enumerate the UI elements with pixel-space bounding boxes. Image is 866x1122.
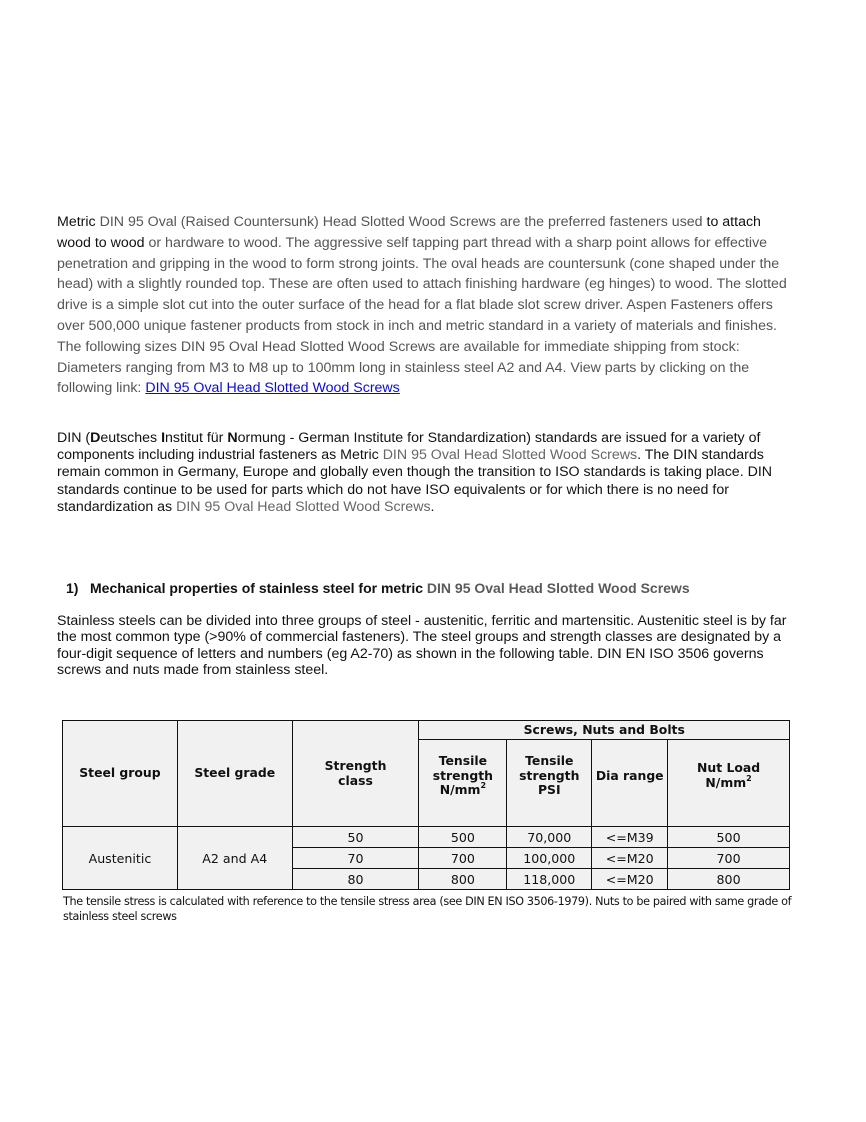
cell-tensile-psi: 118,000 — [507, 869, 592, 890]
din-text: . The DIN standards remain common in Germany, Europe and globally even though the transition to ISO standards is taking place. DIN standards continue to be used for parts which do not have ISO equivalents or for which there is no need for standardization as — [57, 447, 773, 515]
section-body: Stainless steels can be divided into three groups of steel - austenitic, ferritic and martensitic. Austenitic steel is by far the most common type (>90% of commercial fasteners). The steel groups and strength classes are designated by a four-digit sequence of letters and numbers (eg A2-70) as shown in the following table. DIN EN ISO 3506 governs screws and nuts made from stainless steel. — [57, 613, 787, 679]
intro-text: DIN 95 Oval Head Slotted Wood Screws — [180, 338, 436, 355]
intro-text: to attach wood to wood — [57, 214, 761, 251]
cell-dia-range: <=M20 — [592, 848, 668, 869]
intro-text: are available for immediate shipping from stock: Diameters ranging from M3 to M8 up to 100mm long in stainless steel A2 and A4. View parts by clicking on the following link: — [57, 338, 750, 397]
cell-nut-load: 800 — [668, 869, 790, 890]
cell-nut-load: 500 — [668, 827, 790, 848]
header-strength-class: Strength class — [292, 721, 419, 827]
cell-dia-range: <=M39 — [592, 827, 668, 848]
intro-text: or hardware to wood. The aggressive self tapping part thread with a sharp point allows for effective penetration and gripping in the wood to form strong joints. The oval heads are countersunk (cone shaped under the head) with a slightly rounded top. These are often used to attach finishing hardware (eg hinges) to wood. The slotted drive is a simple slot cut into the outer surface of the head for a flat blade slot screw driver. Aspen Fasteners offers over 500,000 unique fastener products from stock in inch and metric standard in a variety of materials and finishes. The following sizes — [57, 234, 787, 355]
product-link[interactable]: DIN 95 Oval Head Slotted Wood Screws — [145, 380, 400, 397]
cell-tensile-n: 800 — [419, 869, 507, 890]
cell-tensile-psi: 70,000 — [507, 827, 592, 848]
din-text: nstitut für — [165, 430, 228, 446]
header-nut-load: Nut Load $N/mm^2$ — [668, 740, 790, 827]
din-text: ormung - German Institute for Standardization) standards are issued for a variety of components including industrial fasteners as Metric — [57, 430, 761, 464]
cell-strength-class: 70 — [292, 848, 419, 869]
cell-tensile-n: 700 — [419, 848, 507, 869]
cell-tensile-psi: 100,000 — [507, 848, 592, 869]
din-text-bold: I — [161, 430, 166, 446]
cell-steel-grade: A2 and A4 — [177, 827, 292, 890]
cell-nut-load: 700 — [668, 848, 790, 869]
din-text: . — [430, 498, 435, 515]
din-text: DIN 95 Oval Head Slotted Wood Screws — [382, 447, 638, 464]
intro-text: Metric — [57, 214, 96, 230]
intro-text: DIN 95 Oval (Raised Countersunk) Head Slotted Wood Screws are the preferred fasteners used — [95, 214, 707, 230]
section-title: Mechanical properties of stainless steel for metric — [90, 580, 427, 596]
section-title-product: DIN 95 Oval Head Slotted Wood Screws — [426, 580, 690, 596]
cell-strength-class: 50 — [292, 827, 419, 848]
section-heading — [66, 580, 690, 596]
header-steel-grade: Steel grade — [177, 721, 292, 827]
table-row — [63, 827, 790, 848]
din-paragraph — [57, 430, 792, 516]
header-tensile-psi: Tensile strength PSI — [507, 740, 592, 827]
cell-steel-group: Austenitic — [63, 827, 178, 890]
header-tensile-n: Tensile strength $N/mm^2$ — [419, 740, 507, 827]
din-text: DIN ( — [57, 430, 91, 446]
cell-tensile-n: 500 — [419, 827, 507, 848]
table-footnote: The tensile stress is calculated with reference to the tensile stress area (see DIN EN ISO 3506-1979). Nuts to be paired with same grade of stainless steel screws — [63, 895, 792, 923]
din-text-bold: N — [227, 430, 238, 446]
cell-dia-range: <=M20 — [592, 869, 668, 890]
din-text: eutsches — [100, 430, 162, 446]
section-number: 1) — [66, 580, 79, 596]
cell-strength-class: 80 — [292, 869, 419, 890]
mechanical-properties-table — [62, 720, 790, 890]
header-steel-group: Steel group — [63, 721, 178, 827]
header-dia-range: Dia range — [592, 740, 668, 827]
header-group-screws-nuts-bolts: Screws, Nuts and Bolts — [419, 721, 790, 740]
din-text: DIN 95 Oval Head Slotted Wood Screws — [176, 498, 431, 515]
din-text-bold: D — [90, 430, 101, 446]
intro-paragraph — [57, 212, 797, 399]
